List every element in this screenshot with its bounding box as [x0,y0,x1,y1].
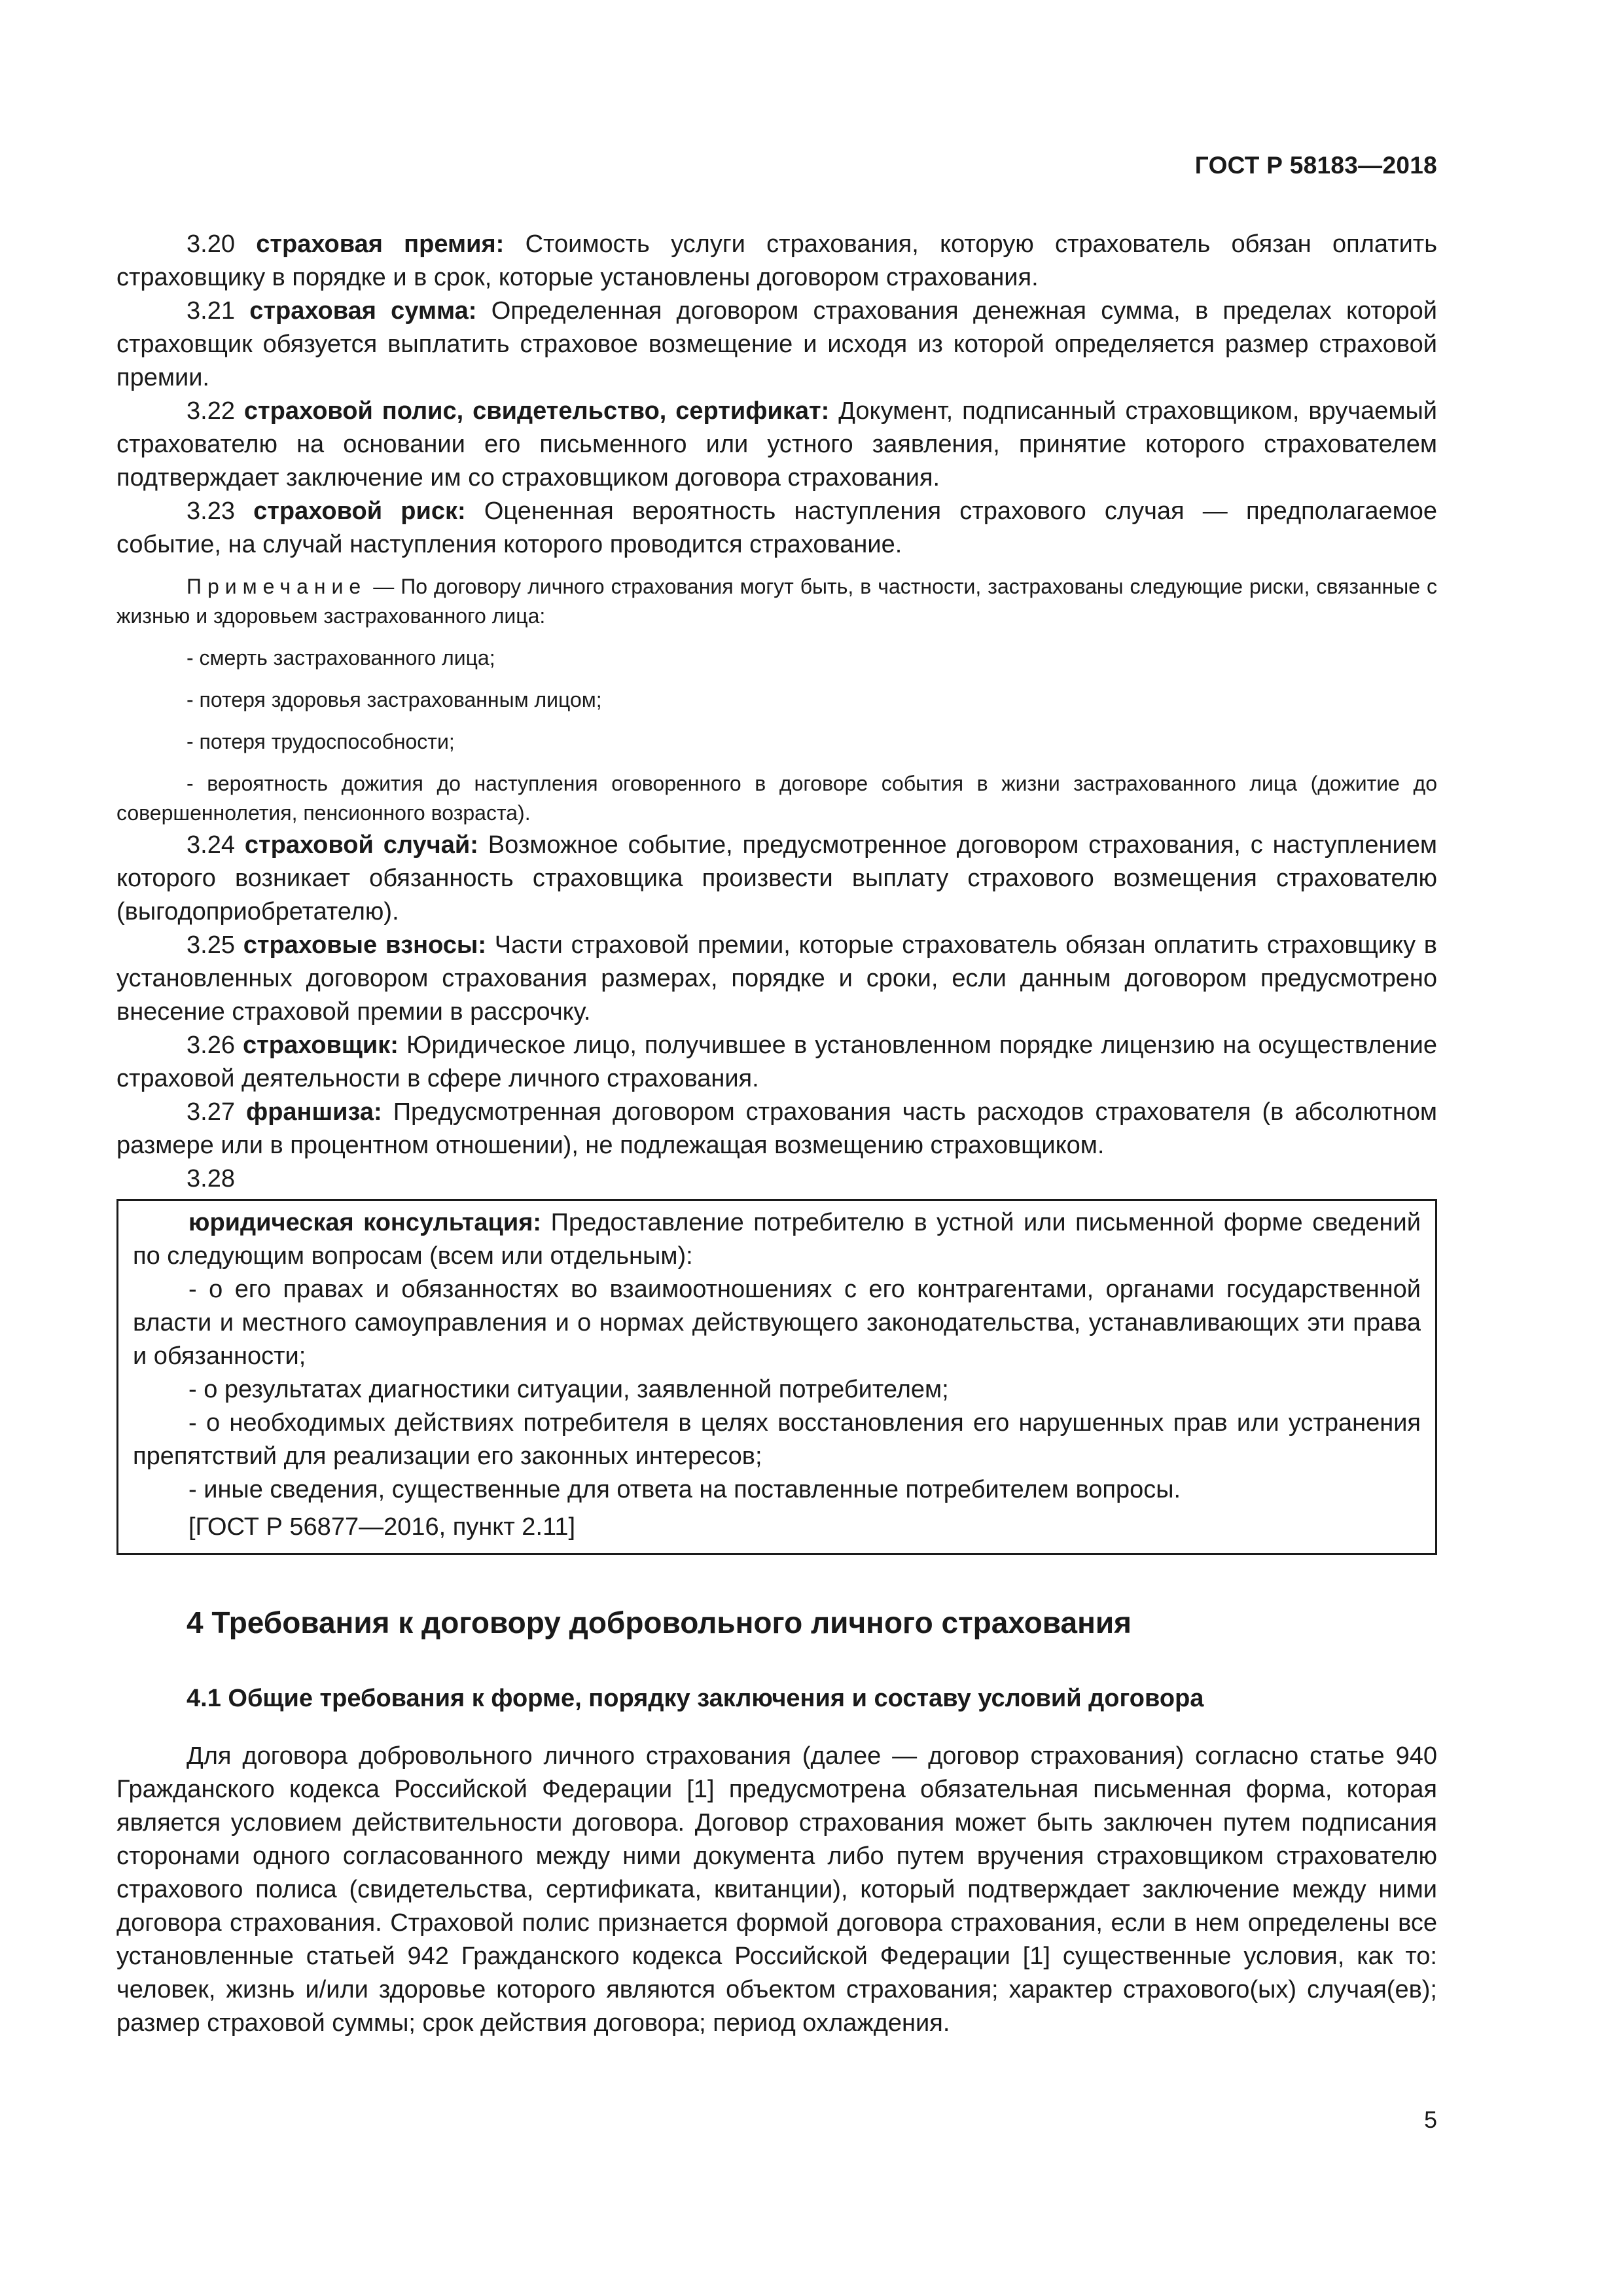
definition-term: страховая премия: [256,230,505,258]
definition-3-20 [116,228,1437,295]
boxed-list-item: - о результатах диагностики ситуации, заявленной потребителем; [188,1376,949,1403]
definition-term: страховой риск: [253,497,466,525]
page-number: 5 [1423,2106,1437,2133]
definition-source: [ГОСТ Р 56877—2016, пункт 2.11] [188,1513,576,1541]
definition-3-28-number: 3.28 [187,1165,235,1193]
definition-term: страховщик: [243,1031,399,1059]
definition-term: страховой случай: [244,831,478,859]
definition-term: франшиза: [245,1098,382,1126]
definition-text: Предусмотренная договором страхования часть расходов страхователя (в абсолютном размере или в процентном отношении), не подлежащая возмещению страховщиком. [116,1098,1437,1159]
definitions-top [116,228,1437,562]
definition-number: 3.24 [187,831,235,859]
note-intro [116,572,1437,631]
boxed-list-item: - о необходимых действиях потребителя в целях восстановления его нарушенных прав или устранения препятствий для реализации его законных интересов; [133,1409,1421,1470]
definition-number: 3.25 [187,931,235,959]
definition-number: 3.21 [187,297,235,325]
definition-3-25 [116,929,1437,1029]
definition-text: Предоставление потребителю в устной или письменной форме сведений по следующим вопросам (всем или отдельным): [133,1209,1421,1270]
definition-number: 3.22 [187,397,235,425]
definition-text: Стоимость услуги страхования, которую страхователь обязан оплатить страховщику в порядке и в срок, которые установлены договором страхования. [116,230,1438,291]
document-code-header: ГОСТ Р 58183—2018 [1194,152,1437,179]
definition-3-27 [116,1096,1437,1162]
definition-3-26 [116,1029,1437,1096]
definition-text: Части страховой премии, которые страхователь обязан оплатить страховщику в установленных договором страхования размерах, порядке и сроки, если данным договором предусмотрено внесение страховой премии в рассрочку. [116,931,1437,1026]
definition-text: Определенная договором страхования денежная сумма, в пределах которой страховщик обязуется выплатить страховое возмещение и исходя из которой определяется размер страховой премии. [116,297,1437,391]
definition-text: Юридическое лицо, получившее в установленном порядке лицензию на осуществление страховой деятельности в сфере личного страхования. [116,1031,1437,1092]
definition-term: страховая сумма: [249,297,477,325]
definition-number: 3.27 [187,1098,235,1126]
boxed-list-item: - о его правах и обязанностях во взаимоотношениях с его контрагентами, органами государственной власти и местного самоуправления и о нормах действующего законодательства, устанавливающих эти права и обязанности; [133,1276,1421,1370]
definition-text: Документ, подписанный страховщиком, вручаемый страхователю на основании его письменного или устного заявления, принятие которого страхователем подтверждает заключение им со страховщиком договора страхования. [116,397,1438,492]
definitions-mid [116,829,1437,1196]
note-item: - потеря трудоспособности; [187,730,455,753]
definition-number: 3.23 [187,497,235,525]
definition-3-22 [116,395,1437,495]
section-heading: 4 Требования к договору добровольного личного страхования [187,1605,1132,1640]
definition-3-21 [116,295,1437,395]
boxed-list-item: - иные сведения, существенные для ответа на поставленные потребителем вопросы. [188,1476,1181,1503]
note-block [116,572,1437,828]
boxed-definition-3-28 [116,1199,1437,1555]
definition-term: юридическая консультация: [188,1209,542,1236]
definition-text: Возможное событие, предусмотренное договором страхования, с наступлением которого возникает обязанность страховщика произвести выплату страхового возмещения страхователю (выгодоприобретателю). [116,831,1437,925]
document-page [116,0,1437,2296]
note-item: - смерть застрахованного лица; [187,646,495,670]
note-intro-text: — По договору личного страхования могут быть, в частности, застрахованы следующие риски, связанные с жизнью и здоровьем застрахованного лица: [116,575,1438,628]
definition-term: страховые взносы: [243,931,487,959]
definition-term: страховой полис, свидетельство, сертификат: [243,397,830,425]
subsection-heading: 4.1 Общие требования к форме, порядку заключения и составу условий договора [187,1685,1204,1712]
definition-number: 3.26 [187,1031,235,1059]
definition-text: Оцененная вероятность наступления страхового случая — предполагаемое событие, на случай наступления которого проводится страхование. [116,497,1437,558]
section-paragraph: Для договора добровольного личного страхования (далее — договор страхования) согласно статье 940 Гражданского кодекса Российской Федерации [1] предусмотрена обязательная письменная форма, которая является условием действительности договора. Договор страхования может быть заключен путем подписания сторонами одного согласованного между ними документа либо путем вручения страховщиком страхователю страхового полиса (свидетельства, сертификата, квитанции), который подтверждает заключение между ними договора страхования. Страховой полис признается формой договора страхования, если в нем определены все установленные статьей 942 Гражданского кодекса Российской Федерации [1] существенные условия, как то: человек, жизнь и/или здоровье которого являются объектом страхования; характер страхового(ых) случая(ев); размер страховой суммы; срок действия договора; период охлаждения. [116,1742,1437,2037]
section-body [116,1740,1437,2040]
definition-3-23 [116,495,1437,562]
definition-number: 3.20 [187,230,235,258]
boxed-definition-lead [133,1206,1421,1273]
note-label: Примечание [187,575,367,598]
note-item: - вероятность дожития до наступления оговоренного в договоре события в жизни застрахованного лица (дожитие до совершеннолетия, пенсионного возраста). [116,772,1437,825]
definition-3-24 [116,829,1437,929]
note-item: - потеря здоровья застрахованным лицом; [187,688,602,711]
